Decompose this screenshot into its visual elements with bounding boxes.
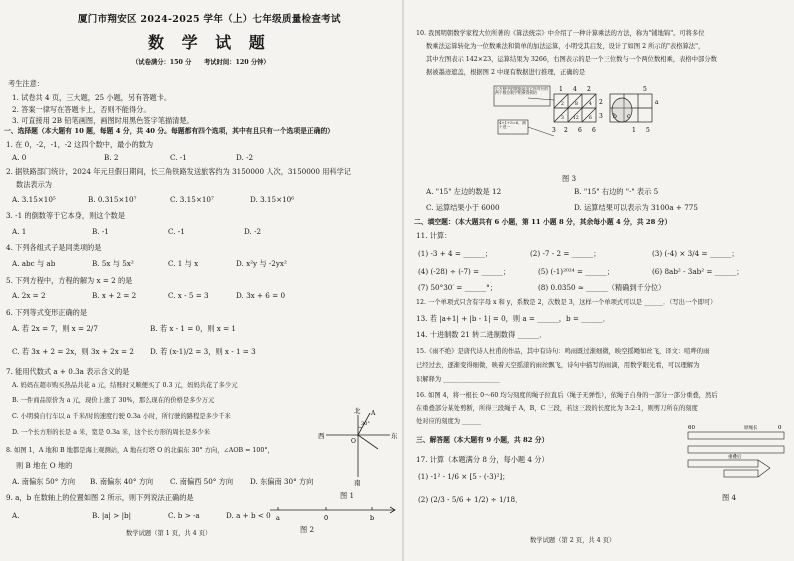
q17-part-2: (2) (2/3 - 5/6 + 1/2) ÷ 1/18． [418, 495, 523, 504]
q2-option-a: A. 3.15×10⁵ [12, 195, 56, 204]
fig1-west-label: 西 [318, 432, 325, 440]
q7-stem: 7. 能用代数式 a + 0.3a 表示含义的是 [6, 367, 130, 376]
q5-stem: 5. 下列方程中，方程的解为 x = 2 的是 [6, 276, 133, 285]
q16-line3: 处对应的刻度为 ______ [416, 418, 481, 425]
q13-text: 13. 若 |a+1| + |b - 1| = 0，则 a = ______，b = ______． [416, 314, 610, 323]
q11-stem: 11. 计算： [416, 231, 452, 240]
q15-line1: 15.《雨不绝》是唐代诗人杜甫的作品，其中有诗句：鸣雨既过渐细微，映空摇飏如丝飞，译文：喧哗的雨 [416, 348, 710, 355]
q11-part-5: (5) (-1)²⁰²⁴ = ______； [538, 267, 614, 276]
fig3-bottom-4: 6 [592, 127, 596, 134]
q1-option-d: D. -2 [236, 153, 254, 162]
q10-option-b: B. "15" 右边的 "·" 表示 5 [574, 187, 659, 196]
fig3-right-cell-b: b [613, 113, 617, 120]
exam-page-2 [404, 0, 794, 561]
fig3-top-2: 4 [573, 86, 577, 93]
q8-option-c: C. 南偏西 50° 方向 [170, 477, 234, 486]
q15-line3: 识解释为 __________________ [416, 376, 500, 383]
q7-option-b: B. 一件商品原价为 a 元，现价上涨了 30%，那么现在的价格是多少万元 [12, 397, 215, 404]
page-2-footer: 数学试题（第 2 页，共 4 页） [530, 537, 616, 544]
figure-1-caption: 图 1 [340, 491, 355, 500]
fig1-east-label: 东 [391, 432, 398, 440]
figure-3-grid-multiplication [492, 80, 662, 176]
fig1-point-a: A [371, 410, 376, 417]
q12-text: 12. 一个单项式只含有字母 x 和 y，系数是 2，次数是 3，这样一个单项式可以是 ______．（写出一个即可） [416, 299, 717, 306]
q3-option-c: C. -1 [168, 227, 185, 236]
q11-part-7: (7) 50°30′ = ______°； [418, 283, 497, 292]
q10-stem-line2: 数乘法运算转化为一位数乘法和简单的加法运算，小明受其启发，设计了如图 2 所示的"表格算法"， [426, 43, 705, 50]
fig3-bottom-3: 6 [578, 127, 582, 134]
q6-option-c: C. 若 3x + 2 = 2x，则 3x + 2x = 2 [12, 347, 134, 356]
fig3-cell-6: 6 [589, 116, 592, 121]
note-1: 1. 试卷共 4 页，三大题，25 小题，另有答题卡。 [12, 93, 172, 102]
fig1-north-label: 北 [354, 407, 361, 415]
figure-2-number-line [268, 498, 398, 524]
q11-part-6: (6) 8ab² - 3ab² = ______； [652, 267, 744, 276]
section-3-heading: 三、解答题（本大题有 9 小题，共 82 分） [416, 436, 549, 444]
figure-3-caption: 图 3 [562, 174, 577, 183]
fig4-label-60: 60 [688, 425, 695, 431]
q8-option-b: B. 南偏东 40° 方向 [90, 477, 154, 486]
fig4-label-original: 原绳长 [744, 426, 758, 431]
q8-option-d: D. 东偏南 30° 方向 [250, 477, 314, 486]
q6-stem: 6. 下列等式变形正确的是 [6, 308, 88, 317]
q10-stem-line3: 其中左图表示 142×23，运算结果为 3266，右图表示的是一个三位数与一个两位数相乘，表格中部分数 [426, 56, 717, 63]
fig3-cell-4: 3 [561, 116, 564, 121]
q2-option-c: C. 3.15×10⁷ [170, 195, 214, 204]
q4-option-b: B. 5x 与 5x² [92, 259, 134, 268]
figure-1-compass [318, 405, 398, 491]
q9-option-c: C. b > -a [168, 511, 200, 520]
fig3-right-top: 5 [643, 86, 647, 93]
q1-option-c: C. -1 [170, 153, 187, 162]
fig1-angle-label: 30° [361, 421, 370, 427]
q10-option-a: A. "15" 左边的数是 12 [426, 187, 502, 196]
q2-stem-line2: 数法表示为 [16, 180, 52, 189]
fig3-right-side: a [655, 99, 659, 106]
q4-stem: 4. 下列各组式子是同类项的是 [6, 243, 102, 252]
q3-option-b: B. -1 [92, 227, 109, 236]
fig1-point-o: O [351, 438, 356, 445]
q10-stem-line1: 10. 我国明朝数学家程大位所著的《算法统宗》中介绍了一种计算乘法的方法，称为"铺地锦"。可将多位 [416, 30, 705, 37]
notes-heading: 考生注意： [8, 79, 44, 88]
fig3-right-2: 3 [599, 113, 603, 120]
q6-option-b: B. 若 x - 1 = 0，则 x = 1 [150, 324, 236, 333]
q11-part-3: (3) (-4) × 3/4 = ______； [652, 249, 739, 258]
q8-option-a: A. 南偏东 50° 方向 [12, 477, 76, 486]
q6-option-a: A. 若 2x = 7，则 x = 2/7 [12, 324, 98, 333]
q5-option-b: B. x + 2 = 2 [92, 291, 137, 300]
fig3-cell-5: 12 [573, 116, 579, 121]
q8-stem-line2: 则 B 地在 O 地的 [16, 461, 73, 470]
fig2-label-zero: 0 [324, 514, 329, 522]
figure-4-caption: 图 4 [722, 493, 737, 502]
page-1-footer: 数学试题（第 1 页，共 4 页） [126, 530, 212, 537]
fig4-label-0: 0 [778, 425, 782, 431]
q5-option-d: D. 3x + 6 = 0 [236, 291, 286, 300]
subject-title: 数 学 试 题 [148, 33, 271, 52]
q15-line2: 已经过去，逐渐变得细微，映着天空摇漾的雨丝飘飞，诗句中描写的雨滴，用数学眼光看，可以理解为 [416, 362, 700, 369]
fig3-right-1: 2 [599, 99, 603, 106]
q10-option-c: C. 运算结果小于 6000 [426, 203, 500, 212]
fig3-cell-1: 2 [561, 102, 564, 107]
q17-stem: 17. 计算（本题满分 8 分，每小题 4 分） [416, 455, 549, 464]
q16-line1: 16. 如图 4，将一根长 0～60 均匀刻度的绳子拉直后（绳子无弹性），依绳子自身的一部分一部分重叠，然后 [416, 392, 718, 399]
note-3: 3. 可直接用 2B 铅笔画图，画图时用黑色签字笔描清楚。 [12, 116, 194, 125]
q2-option-b: B. 0.315×10⁷ [88, 195, 137, 204]
q3-option-a: A. 1 [12, 227, 27, 236]
fig3-right-bottom-1: 1 [632, 127, 636, 134]
q14-text: 14. 十进制数 21 转二进制数得 ______． [416, 330, 547, 339]
fig3-bottom-2: 2 [564, 127, 568, 134]
q7-option-d: D. 一个长方形的长是 a 米，宽是 0.3a 米，这个长方形的周长是多少米 [12, 429, 211, 436]
fig3-top-3: 2 [587, 86, 591, 93]
q2-stem-line1: 2. 据铁路部门统计，2024 年元旦假日期间，长三角铁路发送旅客约为 3150000 人次，3150000 用科学记 [6, 167, 351, 176]
fig3-cell-3: 4 [589, 102, 592, 107]
q11-part-1: (1) -3 + 4 = ______； [418, 249, 492, 258]
fig3-bottom-1: 3 [552, 127, 556, 134]
q4-option-a: A. abc 与 ab [12, 259, 56, 268]
q2-option-d: D. 3.15×10⁶ [250, 195, 295, 204]
q1-option-a: A. 0 [12, 153, 27, 162]
section-2-heading: 二、填空题：（本大题共有 6 小题，第 11 小题 8 分，其余每小题 4 分，共 28 分） [414, 218, 672, 226]
q9-option-b: B. |a| > |b| [92, 511, 132, 520]
fig3-right-cell-c: c [627, 113, 631, 120]
fig3-top-1: 1 [559, 86, 563, 93]
note-2: 2. 答案一律写在答题卡上，否则不能得分。 [12, 105, 151, 114]
q9-stem: 9. a，b 在数轴上的位置如图 2 所示，则下列说法正确的是 [6, 493, 194, 502]
q8-stem-line1: 8. 如图 1，A 地和 B 地都是海上观测站，A 地在灯塔 O 的北偏东 30° 方向，∠AOB = 100°， [6, 447, 274, 454]
fig4-label-overlap: 重叠后 [728, 455, 742, 460]
fig1-south-label: 南 [354, 479, 361, 487]
q5-option-a: A. 2x = 2 [12, 291, 46, 300]
q11-part-4: (4) (-28) ÷ (-7) = ______； [418, 267, 511, 276]
q9-option-d: D. a + b < 0 [226, 511, 271, 520]
q9-option-a: A. [12, 511, 20, 520]
q3-stem: 3. -1 的倒数等于它本身，则这个数是 [6, 211, 126, 220]
q5-option-c: C. x - 5 = 3 [168, 291, 209, 300]
fig3-cell-2: 8 [575, 102, 578, 107]
q16-line2: 在重叠部分某处剪断，所得三段绳子 A，B，C 三段，若这三段的长度比为 3:2:1，则剪刀所在的刻度 [416, 405, 698, 412]
exam-info: （试卷满分：150 分 考试时间：120 分钟） [132, 59, 270, 66]
fig3-callout-1: 小方格中的数据是由它所对应的两个数位数字相乘得到的 [495, 87, 549, 96]
q4-option-d: D. x²y 与 -2yx² [236, 259, 287, 268]
figure-4-rope-diagram [684, 420, 790, 492]
exam-title: 厦门市翔安区 2024-2025 学年（上）七年级质量检查考试 [78, 14, 341, 25]
q17-part-1: (1) -1² - 1/6 × [5 - (-3)²]； [418, 472, 510, 481]
figure-2-caption: 图 2 [300, 525, 315, 534]
q7-option-c: C. 小明骑自行车以 a 千米/时的速度行驶 0.3a 小时，所行驶的路程是多少千米 [12, 413, 231, 420]
q7-option-a: A. 妈妈在超市购买热品共花 a 元，结账时又顺便买了 0.3 元，妈妈共花了多少元 [12, 382, 238, 389]
q11-part-8: (8) 0.0350 ≈ ______（精确到千分位） [538, 283, 666, 292]
fig2-label-a: a [276, 514, 280, 522]
q1-option-b: B. 2 [104, 153, 119, 162]
q10-option-d: D. 运算结果可以表示为 3100a + 775 [574, 203, 698, 212]
q3-option-d: D. -2 [244, 227, 262, 236]
q6-option-d: D. 若 (x-1)/2 = 3，则 x - 1 = 3 [150, 347, 256, 356]
q11-part-2: (2) -7 - 2 = ______； [530, 249, 601, 258]
q1-stem: 1. 在 0，-2，-1，-2 这四个数中，最小的数为 [6, 140, 154, 149]
q4-option-c: C. 1 与 x [168, 259, 199, 268]
fig3-callout-2: 4+1+5=6，满十进一 [499, 121, 526, 130]
q10-stem-line4: 据被墨迹遮盖，根据图 2 中现有数据进行推理，正确的是 [426, 69, 586, 76]
fig3-right-bottom-2: 5 [646, 127, 650, 134]
fig2-label-b: b [370, 514, 375, 522]
section-1-heading: 一、选择题（本大题有 10 题，每题 4 分，共 40 分。每题都有四个选项，其中有且只有一个选项是正确的） [4, 127, 335, 135]
